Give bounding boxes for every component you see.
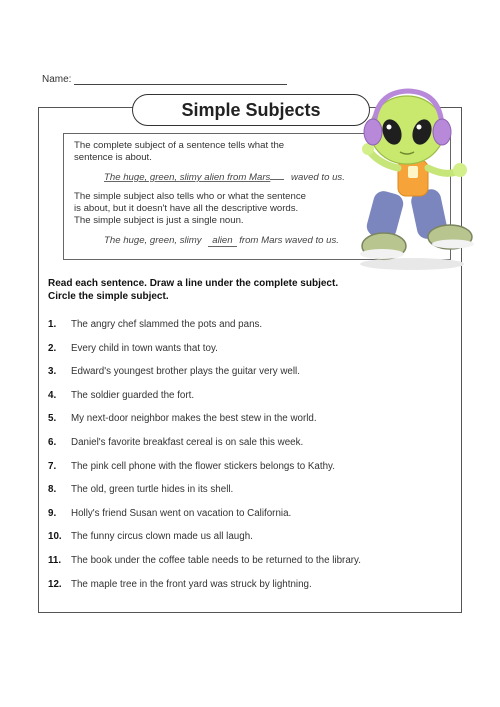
page-title xyxy=(132,94,370,126)
instructions-line: Circle the simple subject. xyxy=(48,291,169,302)
example-before-noun: The huge, green, slimy xyxy=(104,235,202,246)
item-sentence: Holly's friend Susan went on vacation to California. xyxy=(71,507,292,519)
definition-line: The complete subject of a sentence tells what the xyxy=(74,140,285,151)
definition-line: sentence is about. xyxy=(74,152,152,163)
item-sentence: My next-door neighbor makes the best stew in the world. xyxy=(71,413,317,425)
instructions xyxy=(48,277,338,303)
definition-line: The simple subject is just a single noun. xyxy=(74,215,244,226)
item-number: 8. xyxy=(48,484,57,496)
page-title-text: Simple Subjects xyxy=(181,99,321,120)
item-sentence: The old, green turtle hides in its shell. xyxy=(71,484,234,496)
item-sentence: The funny circus clown made us all laugh. xyxy=(71,531,253,543)
item-sentence: The pink cell phone with the flower stickers belongs to Kathy. xyxy=(71,460,335,472)
alien-with-headphones-icon xyxy=(352,86,480,272)
definition-complete-subject xyxy=(74,140,324,164)
item-number: 6. xyxy=(48,437,57,448)
item-number: 5. xyxy=(48,413,57,425)
example-complete-subject xyxy=(104,172,345,183)
name-blank-line[interactable] xyxy=(74,75,287,85)
definition-simple-subject xyxy=(74,191,344,227)
item-number: 4. xyxy=(48,389,57,401)
definition-line: is about, but it doesn't have all the descriptive words. xyxy=(74,203,299,214)
example-underlined-subject: The huge, green, slimy alien from Mars xyxy=(104,172,271,183)
item-number: 9. xyxy=(48,507,57,519)
item-number: 1. xyxy=(48,319,57,330)
instructions-line: Read each sentence. Draw a line under the complete subject. xyxy=(48,278,339,289)
example-simple-noun: alien xyxy=(208,235,236,247)
item-sentence: The angry chef slammed the pots and pans. xyxy=(71,319,263,330)
item-sentence: The book under the coffee table needs to be returned to the library. xyxy=(71,555,361,566)
item-sentence: The soldier guarded the fort. xyxy=(71,389,195,401)
item-sentence: Every child in town wants that toy. xyxy=(71,342,218,354)
item-number: 11. xyxy=(48,555,62,566)
example-underline-extension xyxy=(270,179,284,180)
example-predicate: waved to us. xyxy=(291,172,345,183)
item-number: 10. xyxy=(48,531,62,543)
item-number: 2. xyxy=(48,342,57,354)
item-number: 12. xyxy=(48,578,62,590)
item-number: 3. xyxy=(48,366,57,378)
name-label: Name: xyxy=(42,74,72,85)
example-after-noun: from Mars waved to us. xyxy=(239,235,339,246)
item-sentence: The maple tree in the front yard was struck by lightning. xyxy=(71,578,312,590)
example-simple-subject xyxy=(104,235,339,247)
definition-line: The simple subject also tells who or what the sentence xyxy=(74,191,306,202)
item-sentence: Daniel's favorite breakfast cereal is on sale this week. xyxy=(71,437,304,448)
item-number: 7. xyxy=(48,460,57,472)
name-row xyxy=(42,74,287,85)
item-sentence: Edward's youngest brother plays the guitar very well. xyxy=(71,366,300,378)
